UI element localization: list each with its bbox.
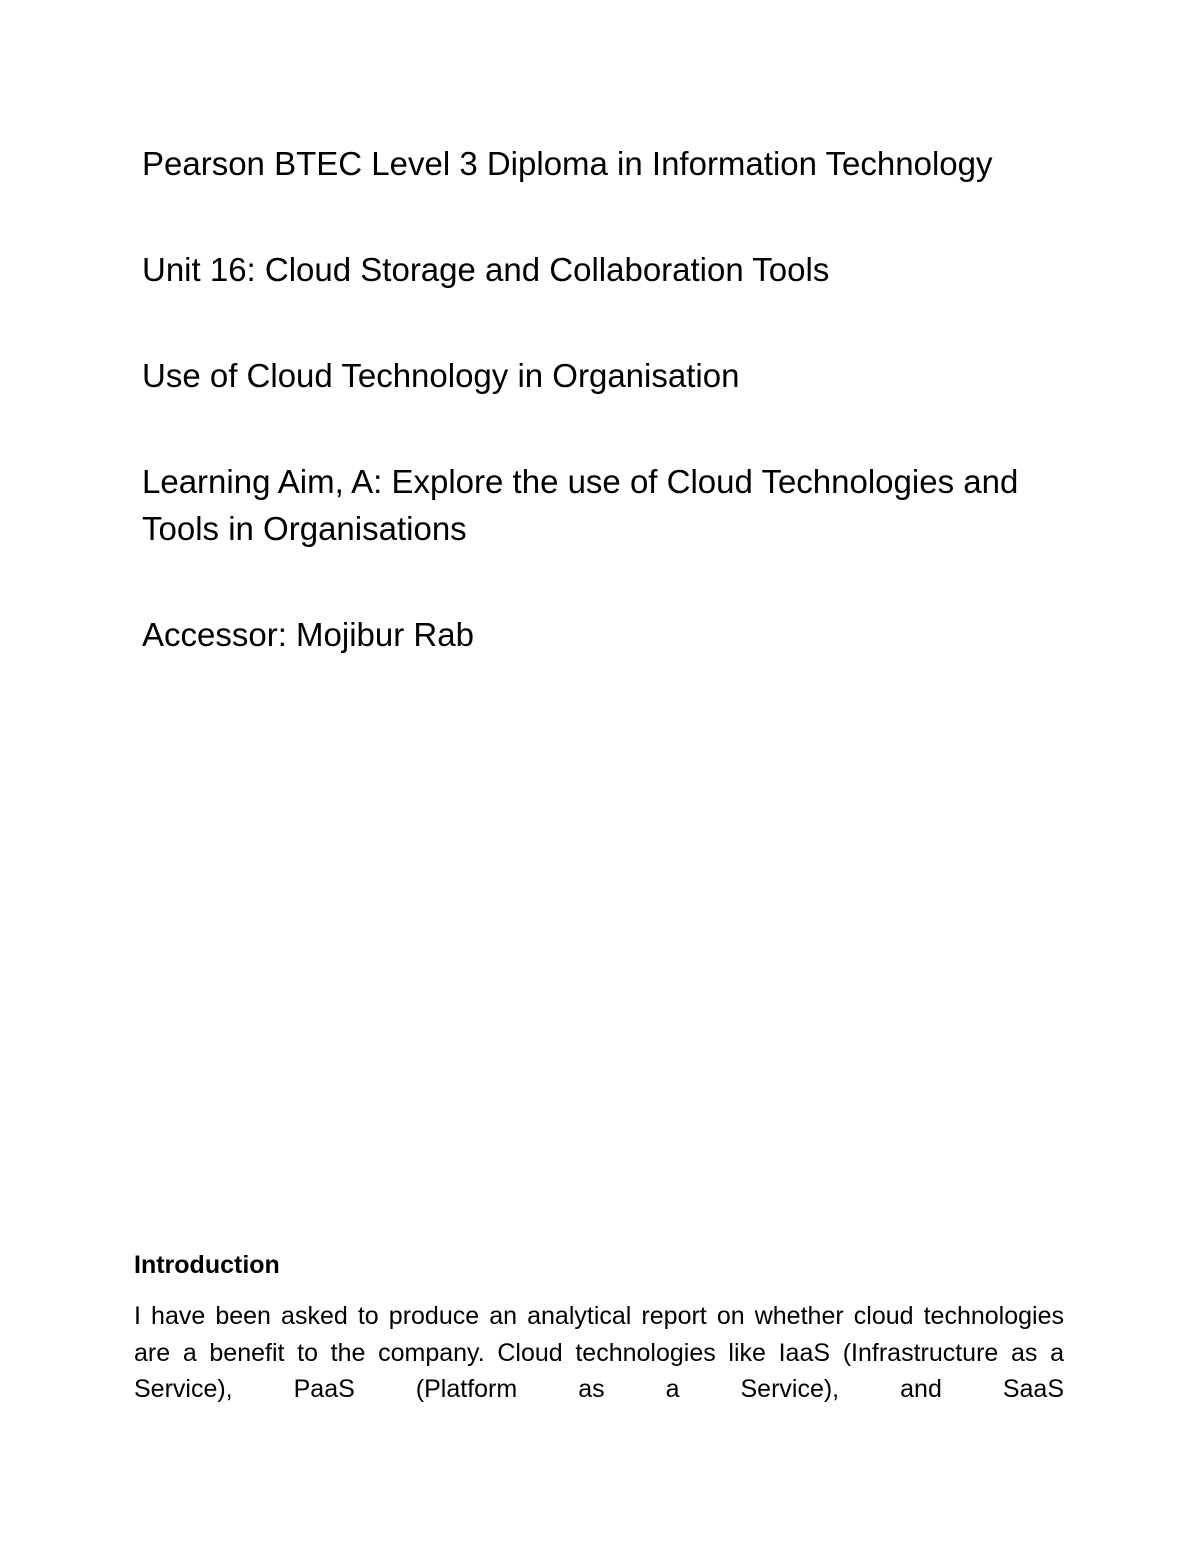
cover-title-block (142, 140, 1072, 717)
introduction-paragraph: I have been asked to produce an analytical report on whether cloud technologies are a benefit to the company. Cloud technologies like IaaS (Infrastructure as a Service), PaaS (Platform as a Service), and SaaS (134, 1302, 1064, 1403)
introduction-heading: Introduction (134, 1251, 280, 1279)
qualification-title: Pearson BTEC Level 3 Diploma in Information Technology (142, 145, 993, 182)
topic-title: Use of Cloud Technology in Organisation (142, 357, 740, 394)
introduction-section (134, 1246, 1064, 1408)
unit-title: Unit 16: Cloud Storage and Collaboration Tools (142, 251, 830, 288)
learning-aim-title: Learning Aim, A: Explore the use of Cloud Technologies and Tools in Organisations (142, 463, 1019, 547)
accessor-name: Accessor: Mojibur Rab (142, 616, 474, 653)
